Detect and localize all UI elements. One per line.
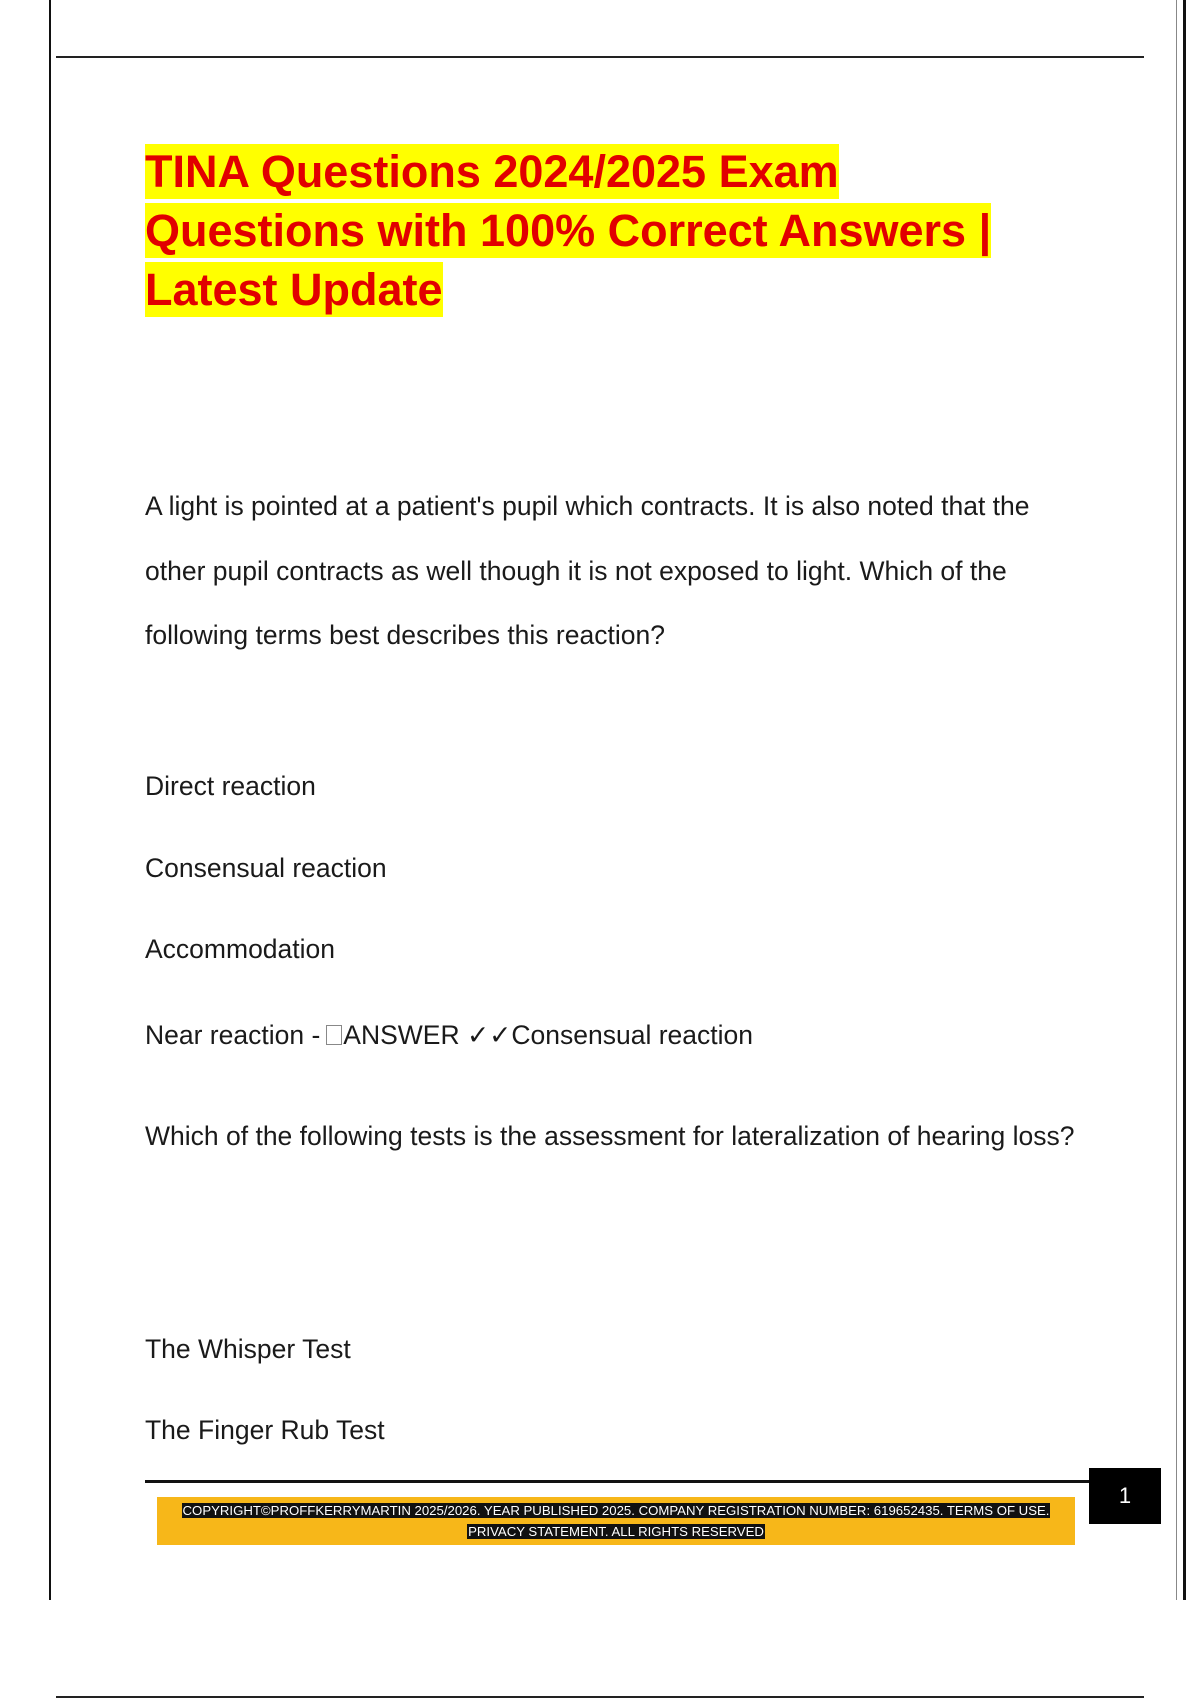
question-2-text: Which of the following tests is the assessment for lateralization of hearing loss? xyxy=(145,1121,1075,1151)
question-1-option-4-with-answer xyxy=(145,1019,753,1051)
footer-line-1: COPYRIGHT©PROFFKERRYMARTIN 2025/2026. YEAR PUBLISHED 2025. COMPANY REGISTRATION NUMBER: 619652435. TERMS OF USE. xyxy=(182,1503,1050,1518)
footer-copyright xyxy=(157,1500,1075,1542)
page-number: 1 xyxy=(1089,1468,1161,1524)
header-rule xyxy=(56,56,1144,58)
page-border-right-inner xyxy=(1176,0,1177,1600)
question-1-option-2: Consensual reaction xyxy=(145,853,387,883)
missing-glyph-box-icon xyxy=(326,1025,342,1045)
question-1-option-3: Accommodation xyxy=(145,934,336,964)
page-border-left xyxy=(49,0,51,1600)
answer-text: Consensual reaction xyxy=(511,1020,753,1050)
document-title xyxy=(145,142,1105,319)
footer-line-2: PRIVACY STATEMENT. ALL RIGHTS RESERVED xyxy=(468,1524,764,1539)
answer-label: ANSWER xyxy=(343,1020,460,1050)
next-page-rule xyxy=(56,1696,1144,1698)
title-line-3: Latest Update xyxy=(145,264,443,315)
question-2-option-1: The Whisper Test xyxy=(145,1334,351,1364)
question-1-option-4: Near reaction - xyxy=(145,1020,321,1050)
page-border-right xyxy=(1183,0,1186,1600)
question-2-option-2: The Finger Rub Test xyxy=(145,1415,385,1445)
question-1-option-1: Direct reaction xyxy=(145,771,316,801)
footer-rule xyxy=(145,1480,1089,1483)
question-1-text: A light is pointed at a patient's pupil which contracts. It is also noted that the other pupil contracts as well though it is not exposed to light. Which of the following terms best describes this reaction? xyxy=(145,491,1030,650)
answer-checkmarks: ✓✓ xyxy=(466,1020,512,1050)
title-line-2: Questions with 100% Correct Answers | xyxy=(145,205,992,256)
title-line-1: TINA Questions 2024/2025 Exam xyxy=(145,146,839,197)
